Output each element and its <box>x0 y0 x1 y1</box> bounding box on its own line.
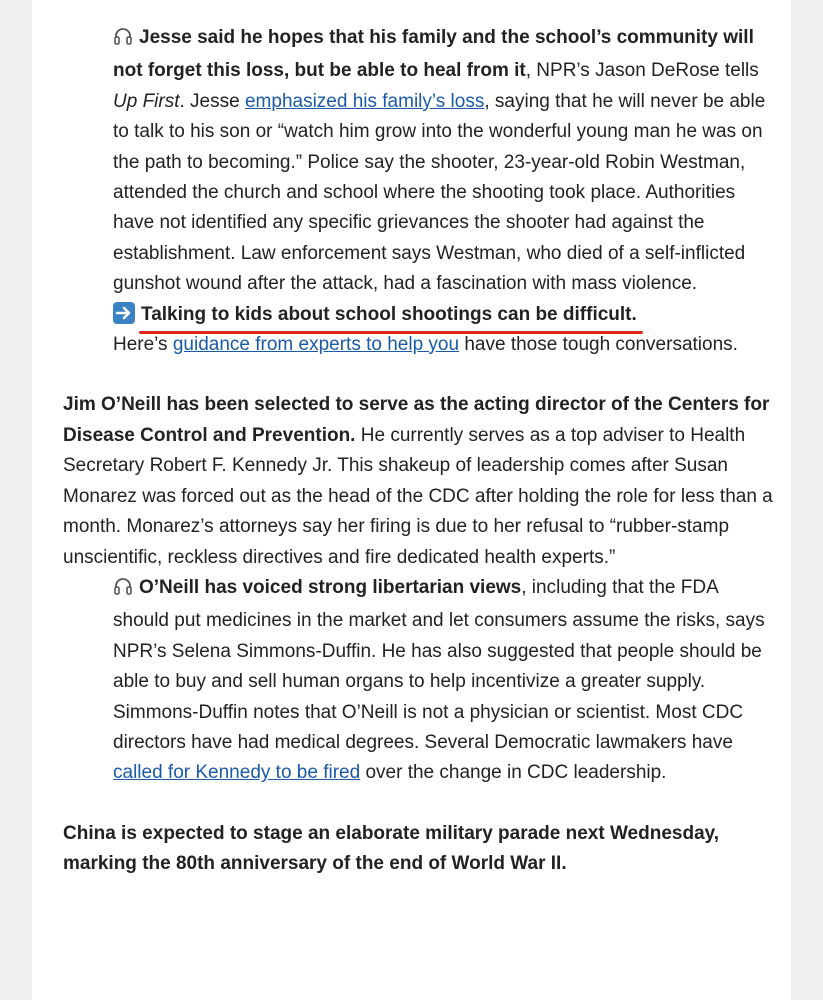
headphones-icon <box>113 26 133 56</box>
right-arrow-icon <box>113 302 135 324</box>
headphones-icon <box>113 576 133 606</box>
paragraph-cdc-director: Jim O’Neill has been selected to serve as the acting director of the Centers for Disease Control and Prevention. He currently serves as a top adviser to Health Secretary Robert F. Kennedy Jr. This shakeup of leadership comes after Susan Monarez was forced out as the head of the CDC after holding the role for less than a month. Monarez’s attorneys say her firing is due to her refusal to “rubber-stamp unscientific, reckless directives and fire dedicated health experts.” <box>63 394 773 568</box>
jesse-lead: Jesse said he hopes that his family and the school’s community will not forget this loss, but be able to heal from it <box>113 27 754 82</box>
paragraph-talking-to-kids: Talking to kids about school shootings can be difficult. Here’s guidance from experts to help you have those tough conversations. <box>113 300 773 361</box>
china-lead: China is expected to stage an elaborate military parade next Wednesday, marking the 80th anniversary of the end of World War II. <box>63 822 720 875</box>
paragraph-oneill-views: O’Neill has voiced strong libertarian views, including that the FDA should put medicines in the market and let consumers assume the risks, says NPR’s Selena Simmons-Duffin. He has also suggested that people should be able to buy and sell human organs to help incentivize a greater supply. Simmons-Duffin notes that O’Neill is not a physician or scientist. Most CDC directors have had medical degrees. Several Democratic lawmakers have called for Kennedy to be fired over the change in CDC leadership. <box>113 576 765 784</box>
link-called-for-kennedy-fired[interactable]: called for Kennedy to be fired <box>113 762 361 784</box>
article-body <box>63 23 773 880</box>
cdc-lead: Jim O’Neill has been selected to serve as the acting director of the Centers for Disease Control and Prevention. <box>63 394 770 446</box>
oneill-lead: O’Neill has voiced strong libertarian views <box>139 576 522 598</box>
newsletter-page <box>32 0 791 1000</box>
paragraph-jesse: Jesse said he hopes that his family and the school’s community will not forget this loss, but be able to heal from it, NPR’s Jason DeRose tells Up First. Jesse emphasized his family’s loss, saying that he will never be able to talk to his son or “watch him grow into the wonderful young man he was on the path to becoming.” Police say the shooter, 23-year-old Robin Westman, attended the church and school where the shooting took place. Authorities have not identified any specific grievances the shooter had against the establishment. Law enforcement says Westman, who died of a self-inflicted gunshot wound after the attack, had a fascination with mass violence. <box>113 27 766 295</box>
link-guidance-from-experts[interactable]: guidance from experts to help you <box>172 334 460 356</box>
link-emphasized-family-loss[interactable]: emphasized his family’s loss <box>244 90 485 112</box>
talking-to-kids-headline: Talking to kids about school shootings can be difficult. <box>141 300 637 330</box>
paragraph-china-parade <box>63 819 773 880</box>
